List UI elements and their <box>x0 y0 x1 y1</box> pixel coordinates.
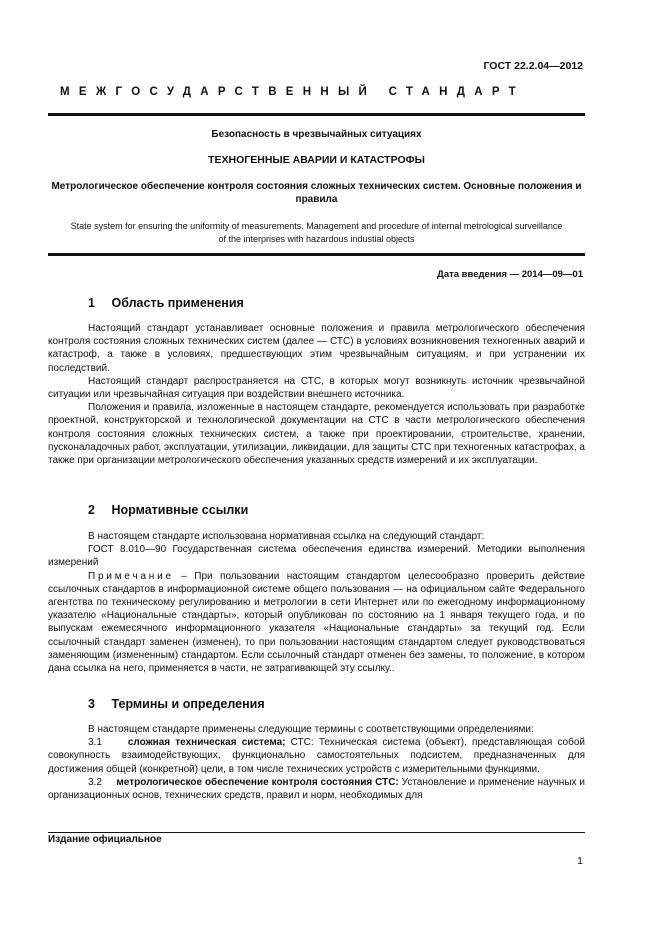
section-heading-1 <box>88 296 244 310</box>
term-name: сложная техническая система; <box>127 737 286 749</box>
introduction-date: Дата введения — 2014—09—01 <box>437 269 583 280</box>
paragraph: Настоящий стандарт распространяется на СТС, в которых могут возникнуть источник чрезвычайной ситуации или чрезвычайная ситуация при воздействии внешнего источника. <box>48 375 585 401</box>
section-number: 2 <box>88 503 95 517</box>
interstate-standard-label: МЕЖГОСУДАРСТВЕННЫЙ СТАНДАРТ <box>60 86 525 98</box>
section-title: Нормативные ссылки <box>111 503 249 517</box>
section-body-1 <box>48 322 585 467</box>
section-heading-2 <box>88 503 248 517</box>
term-name: метрологическое обеспечение контроля состояния СТС: <box>116 776 399 788</box>
paragraph: В настоящем стандарте использована нормативная ссылка на следующий стандарт: <box>88 531 485 542</box>
section-title: Область применения <box>111 296 244 310</box>
paragraph: Положения и правила, изложенные в настоящем стандарте, рекомендуется использовать при разработке проектной, конструкторской и технологической документации на СТС в части метрологического обеспечения контроля состояния сложных технических систем, а также при проектировании, строительстве, хранении, пусконаладочных работ, эксплуатации, утилизации, ликвидации, для защиты СТС при техногенных катастрофах, а также при организации метрологического обеспечения указанных средств измерений и их эксплуатации. <box>48 402 585 467</box>
section-number: 1 <box>88 296 95 310</box>
term-number: 3.2 <box>88 776 102 788</box>
note-text: – При пользовании настоящим стандартом целесообразно проверить действие ссылочных стандартов в информационной системе общего пользования — на официальном сайте Федерального агентства по техническому регулированию и метрологии в сети Интернет или по ежегодному информационному указателю «Национальные стандарты», который опубликован по состоянию на 1 января текущего года, и по выпускам ежемесячного информационного указателя «Национальные стандарты» за текущий год. Если ссылочный стандарт заменен (изменен), то при пользовании настоящим стандартом следует руководствоваться заменяющим (измененным) стандартом. Если ссылочный стандарт отменен без замены, то положение, в котором дана ссылка на него, применяется в части, не затрагивающей эту ссылку.. <box>48 570 585 675</box>
term-definition <box>48 776 585 802</box>
section-title: Термины и определения <box>111 697 265 711</box>
section-heading-3 <box>88 697 265 711</box>
section-body-2 <box>48 530 585 675</box>
term-text: Установление и применение научных и организационных основ, технических средств, правил и норм, необходимых для <box>48 776 585 802</box>
top-rule <box>48 113 585 116</box>
section-number: 3 <box>88 697 95 711</box>
paragraph: Настоящий стандарт устанавливает основные положения и правила метрологического обеспечения контроля состояния сложных технических систем (далее — СТС) в условиях возникновения техногенных аварий и катастроф, а также в условиях, предшествующих этим чрезвычайным ситуациям, и при устранении их последствий. <box>48 323 585 374</box>
paragraph: ГОСТ 8.010—90 Государственная система обеспечения единства измерений. Методики выполнения измерений <box>48 544 585 569</box>
term-text: СТС: Техническая система (объект), представляющая собой совокупность взаимодействующих, функционально самостоятельных подсистем, предназначенных для достижения общей (конкретной) цели, в том числе технических устройств с измерительными функциями. <box>48 737 585 775</box>
standard-title-english: State system for ensuring the uniformity of measurements. Management and procedure of internal metrological surveillance of the interprises with hazardous industial objects <box>70 221 563 244</box>
note-paragraph <box>48 570 585 676</box>
standard-main-title: ТЕХНОГЕННЫЕ АВАРИИ И КАТАСТРОФЫ <box>208 154 425 166</box>
paragraph: В настоящем стандарте применены следующие термины с соответствующими определениями: <box>88 724 534 735</box>
note-label: Примечание <box>88 570 174 582</box>
term-number: 3.1 <box>88 737 102 749</box>
standard-domain: Безопасность в чрезвычайных ситуациях <box>211 129 422 140</box>
official-edition-label: Издание официальное <box>48 834 162 845</box>
standard-title: Метрологическое обеспечение контроля состояния сложных технических систем. Основные положения и правила <box>51 181 582 205</box>
term-definition <box>48 736 585 776</box>
footer-rule <box>48 832 585 833</box>
title-rule <box>48 253 585 256</box>
section-body-3 <box>48 723 585 802</box>
page-number: 1 <box>577 855 583 867</box>
document-code: ГОСТ 22.2.04—2012 <box>483 60 583 72</box>
